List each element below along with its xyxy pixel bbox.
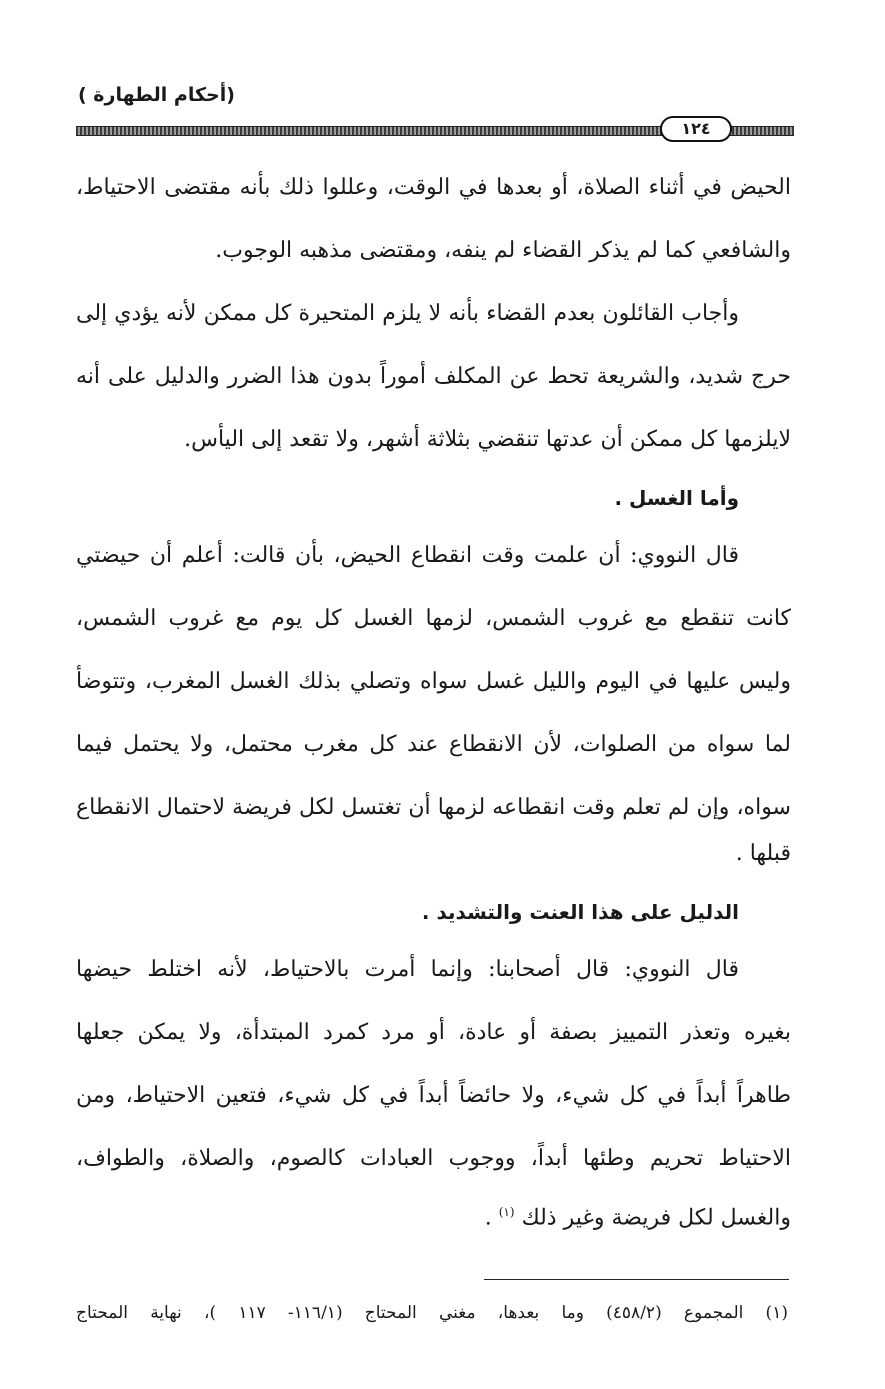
running-header-title: (أحكام الطهارة ): [78, 84, 235, 106]
text-line: بغيره وتعذر التمييز بصفة أو عادة، أو مرد كمرد المبتدأة، ولا يمكن جعلها: [76, 1020, 791, 1045]
text-line: قبلها .: [735, 841, 791, 866]
text-line-content: والغسل لكل فريضة وغير ذلك: [521, 1205, 791, 1231]
text-line: حرج شديد، والشريعة تحط عن المكلف أموراً بدون هذا الضرر والدليل على أنه: [76, 364, 791, 389]
text-line: سواه، وإن لم تعلم وقت انقطاعه لزمها أن تغتسل لكل فريضة لاحتمال الانقطاع: [76, 795, 791, 820]
text-line-last: [76, 1192, 791, 1232]
text-line: لايلزمها كل ممكن أن عدتها تنقضي بثلاثة أشهر، ولا تقعد إلى اليأس.: [184, 427, 791, 452]
text-line: وليس عليها في اليوم والليل غسل سواه وتصلي بذلك الغسل المغرب، وتتوضأ: [76, 669, 791, 694]
section-heading: الدليل على هذا العنت والتشديد .: [421, 900, 739, 924]
footnote-marker: (١): [498, 1205, 515, 1219]
text-line: قال النووي: قال أصحابنا: وإنما أمرت بالاحتياط، لأنه اختلط حيضها: [76, 957, 739, 982]
text-line: طاهراً أبداً في كل شيء، ولا حائضاً أبداً في كل شيء، فتعين الاحتياط، ومن: [76, 1083, 791, 1108]
text-line: قال النووي: أن علمت وقت انقطاع الحيض، بأن قالت: أعلم أن حيضتي: [76, 543, 739, 568]
sentence-end: .: [484, 1205, 492, 1231]
text-line: لما سواه من الصلوات، لأن الانقطاع عند كل مغرب محتمل، ولا يحتمل فيما: [76, 732, 791, 757]
text-line: وأجاب القائلون بعدم القضاء بأنه لا يلزم المتحيرة كل ممكن لأنه يؤدي إلى: [76, 301, 739, 326]
section-heading: وأما الغسل .: [614, 486, 739, 510]
text-line: كانت تنقطع مع غروب الشمس، لزمها الغسل كل يوم مع غروب الشمس،: [76, 606, 791, 631]
page-number: ١٢٤: [660, 116, 732, 142]
footnote-rule: [484, 1279, 789, 1280]
text-line: الاحتياط تحريم وطئها أبداً، ووجوب العبادات كالصوم، والصلاة، والطواف،: [76, 1146, 791, 1171]
text-line: الحيض في أثناء الصلاة، أو بعدها في الوقت، وعللوا ذلك بأنه مقتضى الاحتياط،: [76, 175, 791, 200]
footnote: (١) المجموع (٤٥٨/٢) وما بعدها، مغني المحتاج (١١٦/١- ١١٧ )، نهاية المحتاج: [76, 1303, 788, 1323]
text-line: والشافعي كما لم يذكر القضاء لم ينفه، ومقتضى مذهبه الوجوب.: [215, 238, 791, 263]
